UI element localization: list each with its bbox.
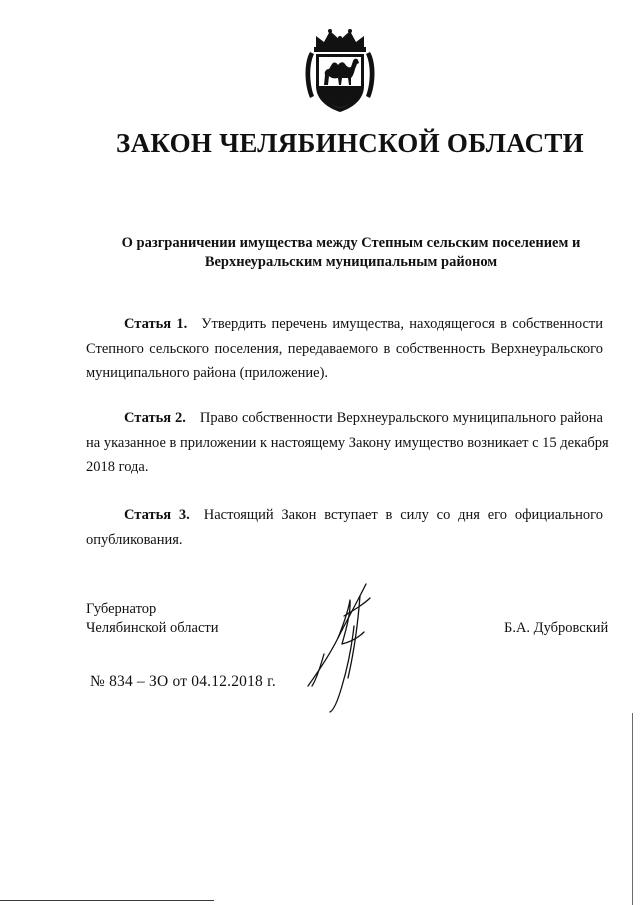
- page-edge-line: [632, 713, 633, 905]
- document-number: № 834 – ЗО от 04.12.2018 г.: [90, 673, 276, 690]
- article-line: [86, 503, 603, 528]
- article-label: Статья 3.: [124, 507, 190, 523]
- article-label: Статья 2.: [124, 410, 186, 426]
- signatory-position-line: Губернатор: [86, 601, 157, 617]
- article-line: опубликования.: [86, 531, 183, 548]
- signatory-position: [86, 600, 219, 638]
- article-line: Степного сельского поселения, передаваемого в собственность Верхнеуральского: [86, 340, 603, 357]
- article-text: Утвердить перечень имущества, находящегося в собственности: [201, 316, 603, 332]
- law-subject: [60, 234, 640, 272]
- article-line: муниципального района (приложение).: [86, 365, 329, 381]
- article-line: на указанное в приложении к настоящему Закону имущество возникает с 15 декабря: [86, 434, 609, 451]
- coat-of-arms-emblem: [302, 28, 378, 114]
- article-line: [86, 312, 603, 337]
- article-text: Настоящий Закон вступает в силу со дня его официального: [203, 507, 603, 523]
- article-3: [86, 503, 603, 552]
- handwritten-signature: [298, 582, 380, 714]
- signatory-position-line: Челябинской области: [86, 620, 219, 636]
- article-label: Статья 1.: [124, 316, 188, 332]
- law-title: ЗАКОН ЧЕЛЯБИНСКОЙ ОБЛАСТИ: [116, 128, 584, 158]
- article-1: [86, 312, 603, 386]
- footnote-divider: [0, 900, 214, 901]
- article-line: 2018 года.: [86, 459, 149, 475]
- signatory-name: Б.А. Дубровский: [504, 620, 609, 636]
- article-2: [86, 406, 609, 480]
- law-subject-line: О разграничении имущества между Степным сельским поселением и: [121, 235, 581, 251]
- article-line: [86, 406, 603, 431]
- law-subject-line: Верхнеуральским муниципальным районом: [204, 254, 498, 270]
- article-text: Право собственности Верхнеуральского муниципального района: [199, 410, 603, 426]
